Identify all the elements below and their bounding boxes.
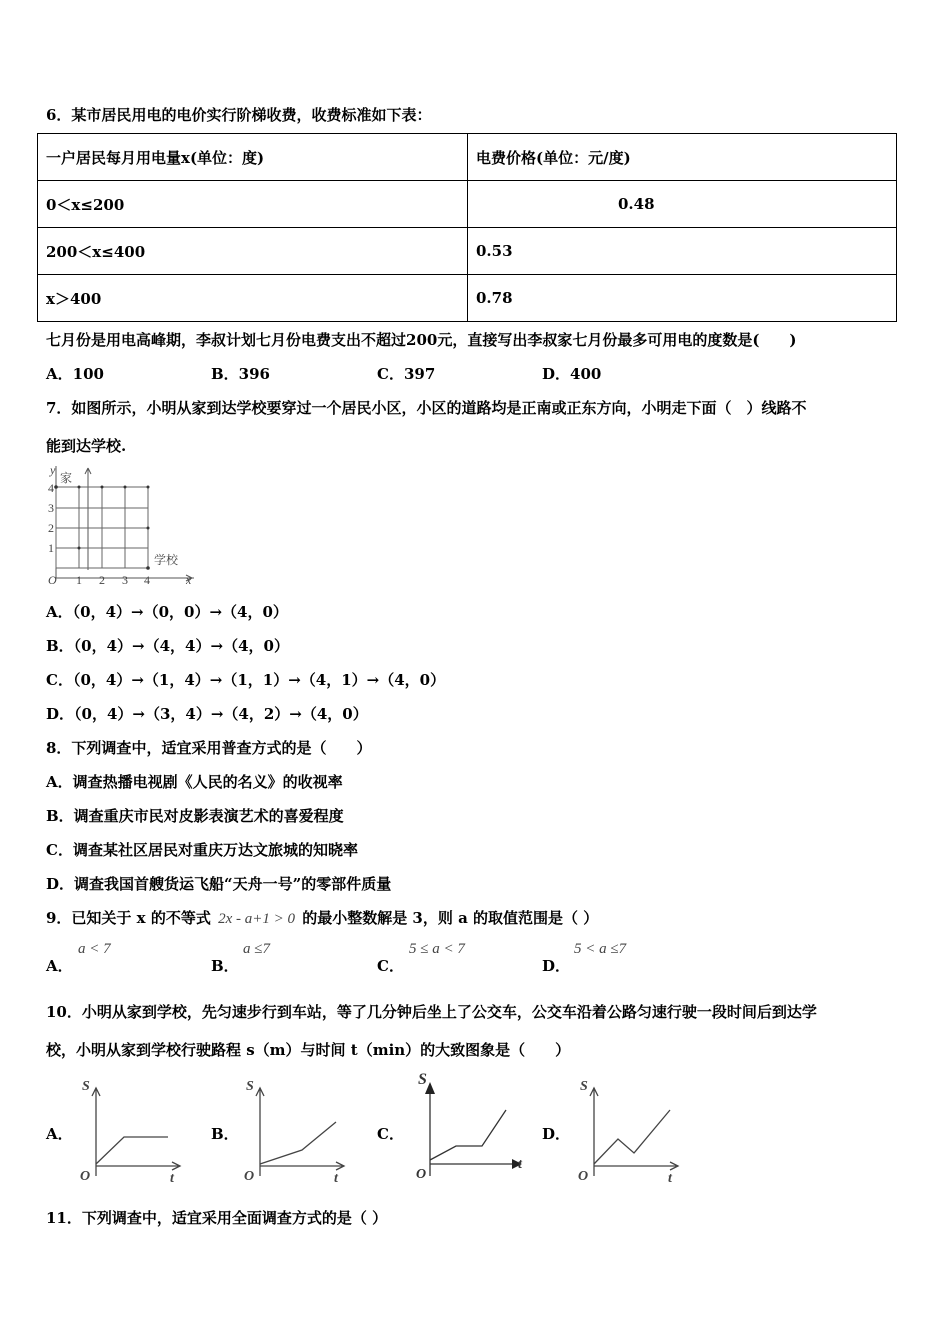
y-axis-label: S [580, 1079, 588, 1094]
q7-grid-figure [44, 462, 200, 588]
home-label: 家 [60, 471, 73, 485]
table-cell: 0＜x≤200 [38, 181, 468, 228]
q10-graph-d-label: D． [542, 1125, 571, 1143]
x-tick-label: 1 [76, 573, 82, 587]
q7-option-c: C．（0，4）→（1，4）→（1，1）→（4，1）→（4，0） [46, 671, 446, 689]
table-header-usage: 一户居民每月用电量x(单位：度) [38, 134, 468, 181]
q9-inequality: 2x - a+1 > 0 [218, 911, 295, 927]
y-tick-label: 4 [48, 481, 54, 495]
electricity-price-table [37, 133, 897, 322]
table-row [38, 228, 897, 275]
q7-option-b: B．（0，4）→（4，4）→（4，0） [46, 637, 289, 655]
y-axis-label: y [50, 463, 56, 477]
q8-option-d: D．调查我国首艘货运飞船“天舟一号”的零部件质量 [46, 875, 392, 893]
q10-graph-c-label: C． [377, 1125, 404, 1143]
x-axis-label: t [518, 1157, 522, 1172]
q7-stem-line1: 7．如图所示，小明从家到达学校要穿过一个居民小区，小区的道路均是正南或正东方向，小明走下面（ ）线路不 [46, 399, 807, 417]
table-header-row [38, 134, 897, 181]
table-row [38, 181, 897, 228]
q7-option-a: A．（0，4）→（0，0）→（4，0） [46, 603, 288, 621]
x-tick-label: 3 [122, 573, 128, 587]
q9-option-a-label: A． [46, 957, 73, 975]
q10-graph-b-label: B． [211, 1125, 239, 1143]
q10-stem-line1: 10．小明从家到学校，先匀速步行到车站，等了几分钟后坐上了公交车，公交车沿着公路匀速行驶一段时间后到达学 [46, 1003, 817, 1021]
q6-question: 七月份是用电高峰期，李叔计划七月份电费支出不超过200元，直接写出李叔家七月份最多可用电的度数是( ) [46, 331, 797, 349]
q10-graph-d [570, 1076, 682, 1186]
x-tick-label: 4 [144, 573, 150, 587]
q10-graph-b [236, 1076, 348, 1186]
q11-stem: 11．下列调查中，适宜采用全面调查方式的是（ ） [46, 1209, 388, 1227]
table-cell: 0.78 [468, 275, 897, 322]
school-label: 学校 [154, 553, 179, 567]
q9-stem-after: 的最小整数解是 3，则 a 的取值范围是（ ） [302, 909, 599, 927]
y-axis-label: S [246, 1079, 254, 1094]
q7-stem-line2: 能到达学校. [46, 437, 127, 455]
q9-option-c-math: 5 ≤ a < 7 [409, 941, 465, 957]
q9-stem [46, 907, 598, 928]
q10-graph-a [72, 1076, 184, 1186]
y-tick-label: 3 [48, 501, 54, 515]
q7-option-d: D．（0，4）→（3，4）→（4，2）→（4，0） [46, 705, 368, 723]
table-row [38, 275, 897, 322]
q9-option-d-math: 5 < a ≤7 [574, 941, 627, 957]
table-cell: 0.53 [468, 228, 897, 275]
q6-stem: 6．某市居民用电的电价实行阶梯收费，收费标准如下表： [46, 106, 432, 124]
origin-label: O [578, 1169, 589, 1184]
q9-option-b-math: a ≤7 [243, 941, 270, 957]
origin-label: O [80, 1169, 91, 1184]
q10-stem-line2: 校，小明从家到学校行驶路程 s（m）与时间 t（min）的大致图象是（ ） [46, 1041, 571, 1059]
q6-option-d: D．400 [542, 365, 602, 383]
origin-label: O [244, 1169, 255, 1184]
q8-stem: 8．下列调查中，适宜采用普查方式的是（ ） [46, 739, 372, 757]
y-tick-label: 1 [48, 541, 54, 555]
x-tick-label: 2 [99, 573, 105, 587]
origin-label: O [48, 573, 57, 587]
y-tick-label: 2 [48, 521, 54, 535]
y-axis-label: S [418, 1071, 427, 1088]
q9-option-d-label: D． [542, 957, 571, 975]
q6-option-a: A．100 [46, 365, 104, 383]
x-axis-label: t [668, 1171, 672, 1186]
x-axis-label: x [186, 573, 192, 587]
q8-option-a: A．调查热播电视剧《人民的名义》的收视率 [46, 773, 343, 791]
x-axis-label: t [334, 1171, 338, 1186]
table-cell: 200＜x≤400 [38, 228, 468, 275]
x-axis-label: t [170, 1171, 174, 1186]
q6-option-b: B．396 [211, 365, 270, 383]
table-cell: x＞400 [38, 275, 468, 322]
q9-option-b-label: B． [211, 957, 239, 975]
table-cell: 0.48 [468, 181, 897, 228]
table-header-price: 电费价格(单位：元/度) [468, 134, 897, 181]
q6-option-c: C．397 [377, 365, 436, 383]
q9-stem-before: 9．已知关于 x 的不等式 [46, 909, 211, 927]
q8-option-c: C．调查某社区居民对重庆万达文旅城的知晓率 [46, 841, 358, 859]
q8-option-b: B．调查重庆市民对皮影表演艺术的喜爱程度 [46, 807, 344, 825]
q9-option-a-math: a < 7 [78, 941, 111, 957]
y-axis-label: S [82, 1079, 90, 1094]
q10-graph-c [404, 1068, 528, 1186]
q9-option-c-label: C． [377, 957, 404, 975]
origin-label: O [416, 1167, 427, 1182]
q10-graph-a-label: A． [46, 1125, 73, 1143]
